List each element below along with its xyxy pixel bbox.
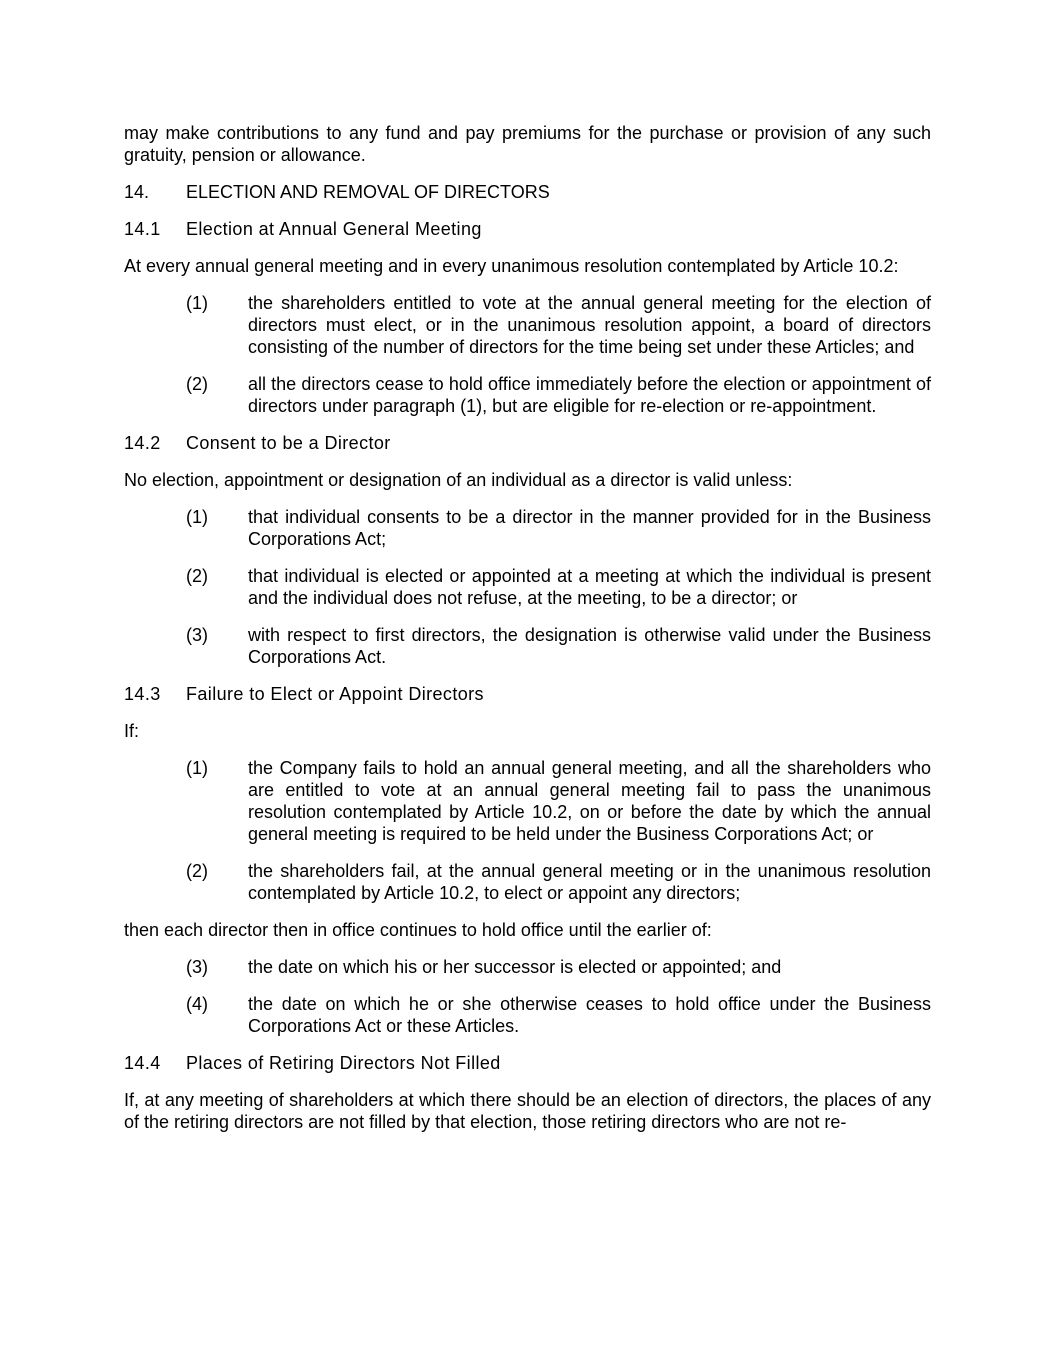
item-number: (2) (186, 566, 208, 586)
item-number: (3) (186, 625, 208, 645)
section-14-heading (124, 181, 931, 203)
item-text: the date on which his or her successor is elected or appointed; and (248, 957, 782, 977)
item-text: that individual consents to be a director in the manner provided for in the Business Corporations Act; (248, 507, 931, 549)
item-text: the date on which he or she otherwise ceases to hold office under the Business Corporations Act or these Articles. (248, 994, 931, 1036)
subsection-title: Failure to Elect or Appoint Directors (186, 684, 484, 704)
list-item (186, 956, 931, 978)
subsection-title: Consent to be a Director (186, 433, 391, 453)
section-title: ELECTION AND REMOVAL OF DIRECTORS (186, 182, 550, 202)
list-item (186, 373, 931, 417)
list-item (186, 292, 931, 358)
item-number: (2) (186, 861, 208, 881)
item-number: (2) (186, 374, 208, 394)
item-number: (1) (186, 293, 208, 313)
list-item (186, 506, 931, 550)
subsection-14-2-lead: No election, appointment or designation of an individual as a director is valid unless: (124, 470, 793, 490)
item-text: the shareholders fail, at the annual general meeting or in the unanimous resolution contemplated by Article 10.2, to elect or appoint any directors; (248, 861, 931, 903)
subsection-number: 14.3 (124, 684, 161, 704)
item-text: with respect to first directors, the designation is otherwise valid under the Business Corporations Act. (248, 625, 931, 667)
subsection-number: 14.1 (124, 219, 161, 239)
list-item (186, 757, 931, 845)
list-item (186, 860, 931, 904)
subsection-14-1-heading (124, 218, 931, 240)
item-text: the shareholders entitled to vote at the annual general meeting for the election of directors must elect, or in the unanimous resolution appoint, a board of directors consisting of the number of directors for the time being set under these Articles; and (248, 293, 931, 357)
subsection-number: 14.2 (124, 433, 161, 453)
item-number: (1) (186, 758, 208, 778)
list-item (186, 993, 931, 1037)
subsection-number: 14.4 (124, 1053, 161, 1073)
subsection-14-3-lead: If: (124, 721, 140, 741)
item-text: all the directors cease to hold office immediately before the election or appointment of directors under paragraph (1), but are eligible for re-election or re-appointment. (248, 374, 931, 416)
section-number: 14. (124, 182, 150, 202)
subsection-title: Election at Annual General Meeting (186, 219, 482, 239)
subsection-14-1-lead: At every annual general meeting and in every unanimous resolution contemplated by Article 10.2: (124, 256, 899, 276)
item-text: the Company fails to hold an annual general meeting, and all the shareholders who are entitled to vote at an annual general meeting fail to pass the unanimous resolution contemplated by Article 10.2, on or before the date by which the annual general meeting is required to be held under the Business Corporations Act; or (248, 758, 931, 844)
document-page (124, 122, 931, 1148)
item-number: (1) (186, 507, 208, 527)
subsection-title: Places of Retiring Directors Not Filled (186, 1053, 501, 1073)
intro-paragraph: may make contributions to any fund and pay premiums for the purchase or provision of any such gratuity, pension or allowance. (124, 123, 931, 165)
item-text: that individual is elected or appointed at a meeting at which the individual is present and the individual does not refuse, at the meeting, to be a director; or (248, 566, 931, 608)
list-item (186, 624, 931, 668)
item-number: (4) (186, 994, 208, 1014)
subsection-14-2-heading (124, 432, 931, 454)
subsection-14-3-then: then each director then in office continues to hold office until the earlier of: (124, 920, 712, 940)
item-number: (3) (186, 957, 208, 977)
subsection-14-3-heading (124, 683, 931, 705)
list-item (186, 565, 931, 609)
subsection-14-4-heading (124, 1052, 931, 1074)
subsection-14-4-lead: If, at any meeting of shareholders at which there should be an election of directors, the places of any of the retiring directors are not filled by that election, those retiring directors who are not re- (124, 1090, 931, 1132)
